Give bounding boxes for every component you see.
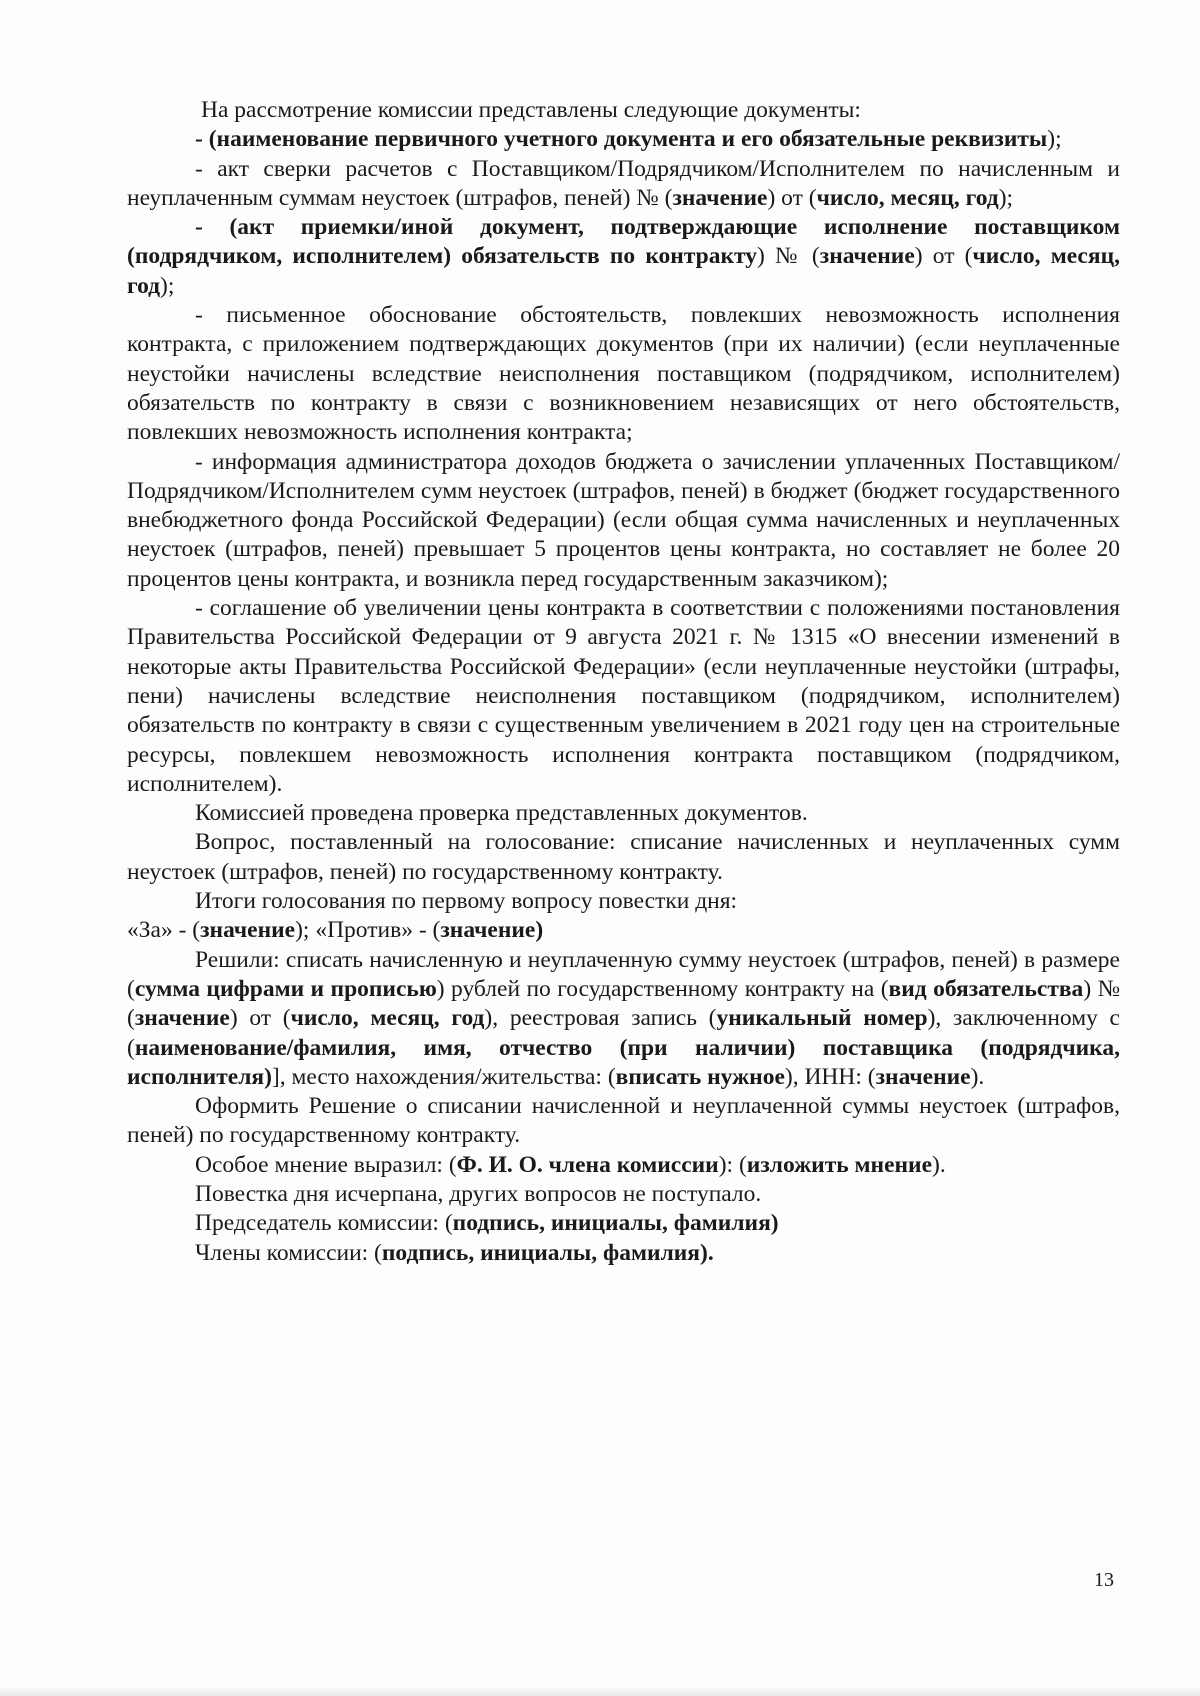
item2-date-placeholder: число, месяц, год — [816, 184, 999, 211]
decision-supplier-placeholder: наименование/фамилия, имя, отчество (при наличии) поставщика (подрядчика, исполнителя) — [127, 1034, 1120, 1090]
decision-text-4: ) от ( — [229, 1005, 291, 1032]
chairman-end: ) — [770, 1210, 779, 1237]
item3-number-placeholder: значение — [819, 243, 915, 270]
document-item-1 — [127, 125, 1120, 154]
document-item-3 — [127, 213, 1120, 301]
decision-text-2: ) рублей по государственному контракту на ( — [436, 975, 889, 1002]
members-line — [127, 1239, 1120, 1268]
members-label: Члены комиссии: ( — [195, 1239, 382, 1266]
members-end: ). — [700, 1239, 714, 1266]
votes-line — [127, 916, 1120, 945]
decision-registry-placeholder: уникальный номер — [716, 1005, 928, 1032]
chairman-label: Председатель комиссии: ( — [195, 1210, 453, 1237]
question-paragraph: Вопрос, поставленный на голосование: списание начисленных и неуплаченных сумм неустоек (штрафов, пеней) по государственному контракту. — [127, 829, 1120, 885]
formalize-paragraph: Оформить Решение о списании начисленной и неуплаченной суммы неустоек (штрафов, пеней) по государственному контракту. — [127, 1093, 1120, 1149]
decision-paragraph — [127, 946, 1120, 1092]
item3-prefix: - ( — [195, 214, 238, 241]
item1-suffix: ); — [1047, 126, 1062, 153]
votes-against-label: ); «Против» - ( — [295, 917, 441, 944]
opinion-label: Особое мнение выразил: ( — [195, 1151, 457, 1178]
decision-text-6: ), заключенному с ( — [127, 1005, 1120, 1061]
item2-text-3: ); — [998, 184, 1014, 211]
chairman-signature-placeholder: подпись, инициалы, фамилия — [452, 1210, 771, 1237]
document-item-4: - письменное обоснование обстоятельств, повлекших невозможность исполнения контракта, с приложением подтверждающих документов (при их наличии) (если неуплаченные неустойки начислены вследствие неисполнения поставщиком (подрядчиком, исполнителем) обязательств по контракту в связи с возникновением независящих от него обстоятельств, повлекших невозможность исполнения контракта; — [127, 302, 1120, 446]
decision-text-5: ), реестровая запись ( — [484, 1005, 717, 1032]
agenda-done-line: Повестка дня исчерпана, других вопросов не поступало. — [195, 1180, 762, 1207]
votes-against-placeholder: значение — [440, 917, 536, 944]
item2-number-placeholder: значение — [672, 184, 768, 211]
decision-inn-placeholder: значение — [875, 1063, 971, 1090]
opinion-line — [127, 1151, 1120, 1180]
decision-text-9: ). — [970, 1063, 985, 1090]
votes-for-label: «За» - ( — [127, 917, 201, 944]
opinion-end: ). — [932, 1151, 946, 1178]
check-paragraph: Комиссией проведена проверка представленных документов. — [195, 800, 808, 827]
decision-location-placeholder: вписать нужное — [615, 1063, 785, 1090]
decision-text-3: ) № ( — [127, 975, 1120, 1032]
opinion-member-placeholder: Ф. И. О. члена комиссии — [456, 1151, 719, 1178]
votes-for-placeholder: значение — [200, 917, 296, 944]
decision-sum-placeholder: сумма цифрами и прописью — [134, 975, 437, 1002]
decision-type-placeholder: вид обязательства — [888, 975, 1084, 1002]
results-title: Итоги голосования по первому вопросу повестки дня: — [195, 888, 738, 915]
item3-doc-placeholder: акт приемки/иной документ, подтверждающие исполнение поставщиком (подрядчиком, исполнителем) обязательств по контракту — [127, 214, 1120, 270]
item2-text-2: ) от ( — [767, 184, 817, 211]
item3-text: ) № ( — [757, 243, 820, 270]
opinion-text: ): ( — [718, 1151, 747, 1178]
decision-text-8: ), ИНН: ( — [784, 1063, 876, 1090]
document-item-2 — [127, 155, 1120, 214]
votes-end: ) — [535, 917, 544, 944]
item1-bold: наименование первичного учетного документа и его обязательные реквизиты — [216, 126, 1048, 153]
opinion-content-placeholder: изложить мнение — [746, 1151, 933, 1178]
decision-number-placeholder: значение — [134, 1005, 230, 1032]
decision-date-placeholder: число, месяц, год — [290, 1005, 485, 1032]
scan-edge — [0, 1686, 1200, 1696]
intro-paragraph: На рассмотрение комиссии представлены следующие документы: — [201, 97, 861, 123]
members-signature-placeholder: подпись, инициалы, фамилия — [381, 1239, 701, 1266]
page-number: 13 — [1094, 1569, 1114, 1591]
document-item-6: - соглашение об увеличении цены контракта в соответствии с положениями постановления Правительства Российской Федерации от 9 августа 2021 г. № 1315 «О внесении изменений в некоторые акты Правительства Российской Федерации» (если неуплаченные неустойки (штрафы, пени) начислены вследствие неисполнения поставщиком (подрядчиком, исполнителем) обязательств по контракту в связи с существенным увеличением в 2021 году цен на строительные ресурсы, повлекшем невозможность исполнения контракта поставщиком (подрядчиком, исполнителем). — [127, 595, 1120, 797]
document-item-5: - информация администратора доходов бюджета о зачислении уплаченных Поставщиком/Подрядчиком/Исполнителем сумм неустоек (штрафов, пеней) в бюджет (бюджет государственного внебюджетного фонда Российской Федерации) (если общая сумма начисленных и неуплаченных неустоек (штрафов, пеней) превышает 5 процентов цены контракта, но составляет не более 20 процентов цены контракта, и возникла перед государственным заказчиком); — [127, 448, 1120, 592]
decision-text-1: Решили: списать начисленную и неуплаченную сумму неустоек (штрафов, пеней) в размере ( — [127, 946, 1120, 1002]
item3-date-placeholder: число, месяц, год — [127, 243, 1120, 299]
decision-text-7: ], место нахождения/жительства: ( — [271, 1063, 616, 1090]
item1-prefix: - ( — [195, 126, 217, 153]
item3-text-2: ) от ( — [914, 243, 973, 270]
document-body — [127, 96, 1120, 1268]
item2-text: - акт сверки расчетов с Поставщиком/Подрядчиком/Исполнителем по начисленным и неуплаченным суммам неустоек (штрафов, пеней) № ( — [127, 155, 1120, 211]
item3-text-3: ); — [160, 272, 175, 299]
chairman-line — [127, 1209, 1120, 1238]
